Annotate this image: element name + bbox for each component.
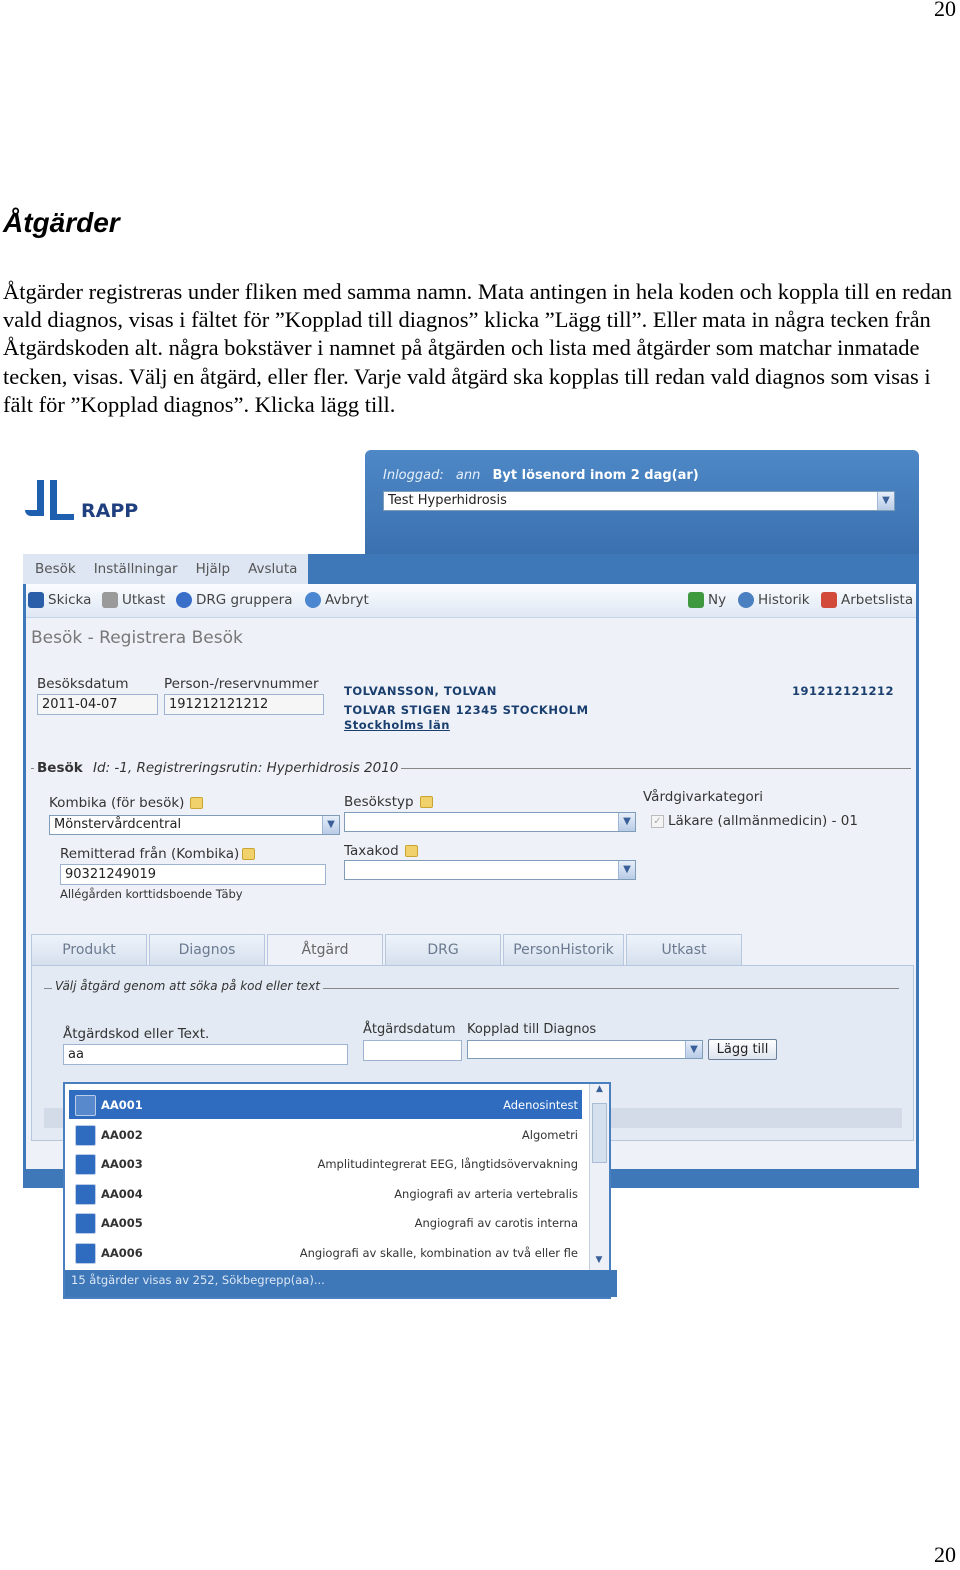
- new-button[interactable]: Ny: [688, 592, 726, 608]
- logo-text: RAPP: [81, 500, 139, 522]
- rapp-logo: [25, 480, 138, 522]
- caregiver-category-label: Vårdgivarkategori: [643, 789, 764, 805]
- lock-icon: [242, 848, 255, 860]
- visit-type-label: Besökstyp: [344, 794, 433, 810]
- tab-drg[interactable]: DRG: [385, 934, 501, 966]
- result-name: Angiografi av carotis interna: [414, 1216, 578, 1230]
- cancel-button[interactable]: Avbryt: [305, 592, 369, 608]
- chevron-down-icon[interactable]: ▼: [618, 813, 635, 831]
- tab-diagnosis[interactable]: Diagnos: [149, 934, 265, 966]
- app-screenshot: [23, 450, 919, 1188]
- patient-id: 191212121212: [792, 684, 895, 698]
- menu-item-exit[interactable]: Avsluta: [248, 561, 298, 577]
- search-label: Åtgärdskod eller Text.: [63, 1026, 210, 1042]
- caregiver-category-option[interactable]: [651, 813, 858, 829]
- tab-draft[interactable]: Utkast: [626, 934, 742, 966]
- page-number-top: 20: [934, 0, 956, 21]
- visit-date-field[interactable]: 2011-04-07: [37, 694, 158, 715]
- unit-select-value: Test Hyperhidrosis: [388, 493, 507, 508]
- undo-icon: [305, 592, 321, 608]
- history-button[interactable]: Historik: [738, 592, 810, 608]
- result-row[interactable]: [69, 1208, 582, 1237]
- send-button[interactable]: Skicka: [28, 592, 91, 608]
- patient-county[interactable]: Stockholms län: [344, 718, 450, 732]
- action-icon: [75, 1125, 96, 1146]
- search-icon: [738, 592, 754, 608]
- visit-type-select[interactable]: [344, 812, 636, 832]
- result-name: Adenosintest: [503, 1098, 578, 1112]
- result-row[interactable]: [69, 1090, 582, 1119]
- action-icon: [75, 1095, 96, 1116]
- add-button[interactable]: Lägg till: [708, 1039, 777, 1060]
- referred-label: Remitterad från (Kombika): [60, 846, 255, 862]
- chevron-down-icon[interactable]: ▼: [685, 1041, 702, 1058]
- result-code: AA006: [101, 1246, 143, 1260]
- result-code: AA002: [101, 1128, 143, 1142]
- action-icon: [75, 1154, 96, 1175]
- result-row[interactable]: [69, 1120, 582, 1149]
- referred-name: Allégården korttidsboende Täby: [60, 887, 243, 901]
- chevron-down-icon[interactable]: ▼: [322, 816, 339, 834]
- save-icon: [28, 592, 44, 608]
- drg-icon: [176, 592, 192, 608]
- draft-button[interactable]: Utkast: [102, 592, 165, 608]
- caregiver-category-value: Läkare (allmänmedicin) - 01: [668, 813, 858, 829]
- lock-icon: [420, 796, 433, 808]
- action-date-label: Åtgärdsdatum: [363, 1022, 456, 1037]
- user-header: [365, 450, 919, 560]
- visit-date-label: Besöksdatum: [37, 676, 129, 692]
- kombika-select[interactable]: [49, 815, 340, 835]
- tab-product[interactable]: Produkt: [31, 934, 147, 966]
- chevron-down-icon[interactable]: ▼: [618, 861, 635, 879]
- person-number-label: Person-/reservnummer: [164, 676, 319, 692]
- panel-legend: Välj åtgärd genom att söka på kod eller text: [52, 979, 323, 993]
- checkbox-icon[interactable]: ✓: [651, 815, 664, 828]
- result-row[interactable]: [69, 1238, 582, 1267]
- toolbar: [26, 584, 916, 618]
- result-name: Amplitudintegrerat EEG, långtidsövervakning: [317, 1157, 578, 1171]
- result-name: Angiografi av skalle, kombination av två eller fle: [299, 1246, 578, 1260]
- scroll-down-icon[interactable]: ▼: [595, 1255, 603, 1265]
- drg-group-button[interactable]: DRG gruppera: [176, 592, 292, 608]
- patient-name: TOLVANSSON, TOLVAN: [344, 684, 497, 698]
- unit-select[interactable]: [383, 491, 895, 511]
- body-paragraph: Åtgärder registreras under fliken med samma namn. Mata antingen in hela koden och koppla till en redan vald diagnos, visas i fältet för ”Kopplad till diagnos” klicka ”Lägg till”. Eller mata in några tecken från Åtgärdskoden alt. några bokstäver i namnet på åtgärden och lista med åtgärder som matchar inmatade tecken, visas. Välj en åtgärd, eller fler. Varje vald åtgärd ska kopplas till redan vald diagnos som visas i fält för ”Kopplad diagnos”. Klicka lägg till.: [3, 279, 953, 417]
- search-results-dropdown: [63, 1082, 611, 1299]
- linked-diagnosis-select[interactable]: [467, 1040, 703, 1059]
- add-user-icon: [688, 592, 704, 608]
- visit-legend: [34, 760, 401, 776]
- visit-legend-title: Besök: [37, 760, 83, 776]
- action-icon: [75, 1184, 96, 1205]
- tax-code-select[interactable]: [344, 860, 636, 880]
- login-user: ann: [455, 468, 481, 483]
- page-heading: Besök - Registrera Besök: [31, 628, 243, 648]
- section-title: Åtgärder: [3, 207, 120, 238]
- action-icon: [75, 1243, 96, 1264]
- kombika-label: Kombika (för besök): [49, 795, 203, 811]
- login-info: [383, 468, 699, 483]
- referred-field[interactable]: 90321249019: [60, 864, 326, 885]
- chevron-down-icon[interactable]: ▼: [877, 492, 894, 510]
- tab-bar: [31, 934, 744, 966]
- result-code: AA005: [101, 1216, 143, 1230]
- kombika-value: Mönstervårdcentral: [54, 817, 182, 832]
- patient-address: TOLVAR STIGEN 12345 STOCKHOLM: [344, 703, 589, 717]
- pdf-icon: [821, 592, 837, 608]
- worklist-button[interactable]: Arbetslista: [821, 592, 913, 608]
- tab-person-history[interactable]: PersonHistorik: [503, 934, 624, 966]
- scroll-up-icon[interactable]: ▲: [596, 1084, 603, 1094]
- result-name: Angiografi av arteria vertebralis: [394, 1187, 578, 1201]
- login-label: Inloggad:: [383, 468, 444, 483]
- person-number-field[interactable]: 191212121212: [164, 694, 324, 715]
- result-row[interactable]: [69, 1149, 582, 1178]
- visit-legend-info: Id: -1, Registreringsrutin: Hyperhidrosis 2010: [93, 760, 399, 776]
- result-code: AA003: [101, 1157, 143, 1171]
- lock-icon: [190, 797, 203, 809]
- search-input[interactable]: aa: [63, 1044, 348, 1065]
- page-number-bottom: 20: [934, 1542, 956, 1567]
- menu-bar: [23, 554, 308, 584]
- action-date-field[interactable]: [363, 1040, 462, 1061]
- result-code: AA004: [101, 1187, 143, 1201]
- menu-item-help[interactable]: Hjälp: [195, 561, 231, 577]
- result-code: AA001: [101, 1098, 143, 1112]
- pen-icon: [102, 592, 118, 608]
- tab-action[interactable]: Åtgärd: [267, 934, 383, 966]
- results-scrollbar[interactable]: [589, 1084, 609, 1272]
- lock-icon: [405, 845, 418, 857]
- tax-code-label: Taxakod: [344, 843, 418, 859]
- result-row[interactable]: [69, 1179, 582, 1208]
- rapp-logo-icon: [25, 480, 75, 522]
- menu-item-visit[interactable]: Besök: [35, 561, 76, 577]
- results-footer: 15 åtgärder visas av 252, Sökbegrepp(aa)...: [65, 1270, 617, 1297]
- result-name: Algometri: [521, 1128, 578, 1142]
- linked-diagnosis-label: Kopplad till Diagnos: [467, 1022, 597, 1037]
- scroll-thumb[interactable]: [592, 1103, 607, 1163]
- menu-item-settings[interactable]: Inställningar: [93, 561, 178, 577]
- password-notice[interactable]: Byt lösenord inom 2 dag(ar): [492, 468, 699, 483]
- action-icon: [75, 1213, 96, 1234]
